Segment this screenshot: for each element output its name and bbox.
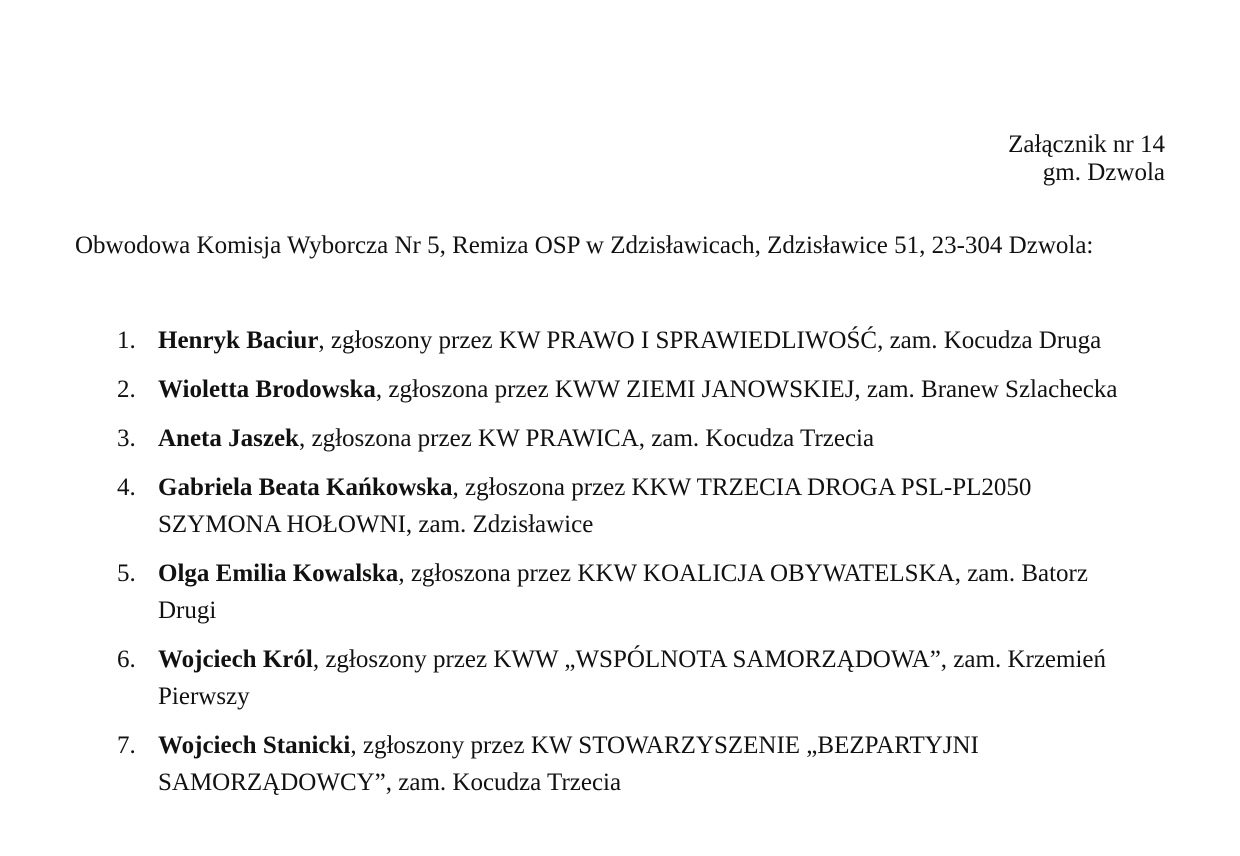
annex-number: Załącznik nr 14 — [1008, 131, 1165, 158]
list-item — [117, 727, 1127, 801]
member-name: Olga Emilia Kowalska — [158, 560, 399, 587]
member-details: , zgłoszona przez KWW ZIEMI JANOWSKIEJ, zam. Branew Szlachecka — [375, 376, 1118, 403]
member-details: , zgłoszona przez KW PRAWICA, zam. Kocudza Trzecia — [298, 425, 875, 452]
member-name: Wojciech Król — [158, 646, 313, 673]
members-list — [117, 322, 1127, 813]
member-details: , zgłoszona przez KKW TRZECIA DROGA PSL-PL2050 SZYMONA HOŁOWNI, zam. Zdzisławice — [158, 474, 1032, 538]
member-name: Wioletta Brodowska — [158, 376, 376, 403]
item-number: 4. — [117, 474, 136, 501]
member-details: , zgłoszony przez KWW „WSPÓLNOTA SAMORZĄDOWA”, zam. Krzemień Pierwszy — [158, 646, 1107, 710]
member-name: Wojciech Stanicki — [158, 732, 351, 759]
list-item — [117, 469, 1127, 543]
list-item — [117, 322, 1127, 359]
item-number: 7. — [117, 732, 136, 759]
item-number: 2. — [117, 376, 136, 403]
commission-heading: Obwodowa Komisja Wyborcza Nr 5, Remiza OSP w Zdzisławicach, Zdzisławice 51, 23-304 Dzwola: — [75, 232, 1094, 259]
list-item — [117, 555, 1127, 629]
list-item — [117, 641, 1127, 715]
member-name: Gabriela Beata Kańkowska — [158, 474, 453, 501]
item-number: 5. — [117, 560, 136, 587]
member-name: Henryk Baciur — [158, 327, 319, 354]
member-details: , zgłoszony przez KW PRAWO I SPRAWIEDLIWOŚĆ, zam. Kocudza Druga — [318, 327, 1102, 354]
member-name: Aneta Jaszek — [158, 425, 299, 452]
item-number: 1. — [117, 327, 136, 354]
item-number: 3. — [117, 425, 136, 452]
annex-header — [1008, 131, 1165, 187]
municipality-label: gm. Dzwola — [1042, 159, 1165, 186]
item-number: 6. — [117, 646, 136, 673]
list-item — [117, 371, 1127, 408]
list-item — [117, 420, 1127, 457]
member-details: , zgłoszona przez KKW KOALICJA OBYWATELSKA, zam. Batorz Drugi — [158, 560, 1088, 624]
member-details: , zgłoszony przez KW STOWARZYSZENIE „BEZPARTYJNI SAMORZĄDOWCY”, zam. Kocudza Trzecia — [158, 732, 979, 796]
